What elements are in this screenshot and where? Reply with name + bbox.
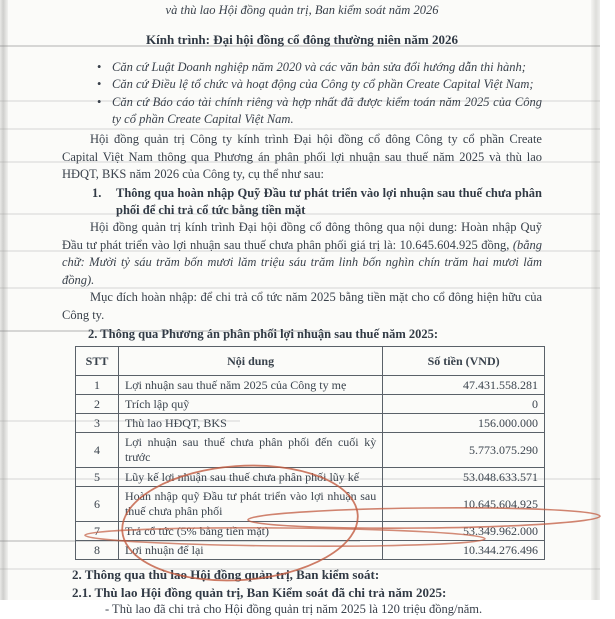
column-header-content: Nội dung <box>118 347 382 376</box>
row-content: Hoàn nhập quỹ Đầu tư phát triển vào lợi nhuận sau thuế chưa phân phối <box>118 487 382 522</box>
row-content: Trả cổ tức (5% bằng tiền mặt) <box>118 522 382 541</box>
row-amount: 10.645.604.925 <box>383 487 545 522</box>
section1-body-italic: (bằng chữ: Mười tỷ sáu trăm bốn mươi lăm triệu sáu trăm linh bốn nghìn chín trăm hai mươi lăm đồng). <box>62 237 542 287</box>
page-edge-left <box>0 0 8 600</box>
section1-heading <box>92 185 542 220</box>
table-row <box>76 414 545 433</box>
section1-heading-text: Thông qua hoàn nhập Quỹ Đầu tư phát triển vào lợi nhuận sau thuế chưa phân phối để chi trả cổ tức bằng tiền mặt <box>116 185 542 218</box>
row-content: Lợi nhuận sau thuế chưa phân phối đến cuối kỳ trước <box>118 433 382 468</box>
legal-basis-list <box>97 59 542 129</box>
row-amount: 53.048.633.571 <box>383 468 545 487</box>
document-body <box>62 2 542 619</box>
section1-body-regular: Hội đồng quản trị kính trình Đại hội đồng cổ đông thông qua nội dung: Hoàn nhập Quỹ Đầu tư phát triển vào lợi nhuận sau thuế chưa phân phối giá trị là: 10.645.604.925 đồng, <box>62 220 542 252</box>
row-stt: 2 <box>76 395 119 414</box>
table-row <box>76 487 545 522</box>
row-content: Lũy kế lợi nhuận sau thuế chưa phân phối lũy kế <box>118 468 382 487</box>
row-amount: 0 <box>383 395 545 414</box>
subject-line: và thù lao Hội đồng quản trị, Ban kiểm soát năm 2026 <box>165 3 439 17</box>
table-row <box>76 433 545 468</box>
row-content: Lợi nhuận để lại <box>118 541 382 560</box>
list-item: • Căn cứ Báo cáo tài chính riêng và hợp nhất đã được kiểm toán năm 2025 của Công ty cổ phần Create Capital Việt Nam. <box>97 94 542 129</box>
row-amount: 47.431.558.281 <box>383 376 545 395</box>
row-content: Trích lập quỹ <box>118 395 382 414</box>
page-title: Kính trình: Đại hội đồng cổ đông thường niên năm 2026 <box>146 32 458 48</box>
table-row <box>76 376 545 395</box>
row-content: Lợi nhuận sau thuế năm 2025 của Công ty mẹ <box>118 376 382 395</box>
section3-line: - Thù lao đã chi trả cho Hội đồng quản trị năm 2025 là 120 triệu đồng/năm. <box>105 602 483 617</box>
row-stt: 6 <box>76 487 119 522</box>
profit-distribution-table <box>75 346 545 560</box>
table-row <box>76 468 545 487</box>
section1-purpose: Mục đích hoàn nhập: để chi trả cổ tức năm 2025 bằng tiền mặt cho cổ đông hiện hữu của Công ty. <box>62 290 542 322</box>
list-item: • Căn cứ Điều lệ tổ chức và hoạt động của Công ty cổ phần Create Capital Việt Nam; <box>97 76 542 93</box>
section1-body <box>62 219 542 289</box>
table-header-row <box>76 347 545 376</box>
table-row <box>76 522 545 541</box>
list-item: • Căn cứ Luật Doanh nghiệp năm 2020 và các văn bản sửa đổi hướng dẫn thi hành; <box>97 59 542 76</box>
page-edge-right <box>591 0 600 600</box>
table-row <box>76 395 545 414</box>
table-row <box>76 541 545 560</box>
column-header-stt: STT <box>76 347 119 376</box>
row-stt: 7 <box>76 522 119 541</box>
section3-subheading: 2.1. Thù lao Hội đồng quản trị, Ban Kiểm soát đã chi trả năm 2025: <box>72 584 447 600</box>
section1-number: 1. <box>92 185 102 200</box>
row-amount: 5.773.075.290 <box>383 433 545 468</box>
row-amount: 156.000.000 <box>383 414 545 433</box>
section3-heading: 2. Thông qua thù lao Hội đồng quản trị, Ban kiểm soát: <box>72 567 380 583</box>
column-header-amount: Số tiền (VND) <box>383 347 545 376</box>
row-amount: 53.349.962.000 <box>383 522 545 541</box>
row-stt: 5 <box>76 468 119 487</box>
profit-table-wrap <box>75 346 545 560</box>
row-stt: 4 <box>76 433 119 468</box>
row-stt: 3 <box>76 414 119 433</box>
intro-paragraph: Hội đồng quản trị Công ty kính trình Đại hội đồng cổ đông Công ty cổ phần Create Capital Việt Nam thông qua Phương án phân phối lợi nhuận sau thuế năm 2025 và thù lao HĐQT, BKS năm 2026 của Công ty, cụ thể như sau: <box>62 132 542 182</box>
row-content: Thù lao HĐQT, BKS <box>118 414 382 433</box>
section2-heading: 2. Thông qua Phương án phân phối lợi nhuận sau thuế năm 2025: <box>88 326 439 341</box>
row-stt: 8 <box>76 541 119 560</box>
row-stt: 1 <box>76 376 119 395</box>
row-amount: 10.344.276.496 <box>383 541 545 560</box>
